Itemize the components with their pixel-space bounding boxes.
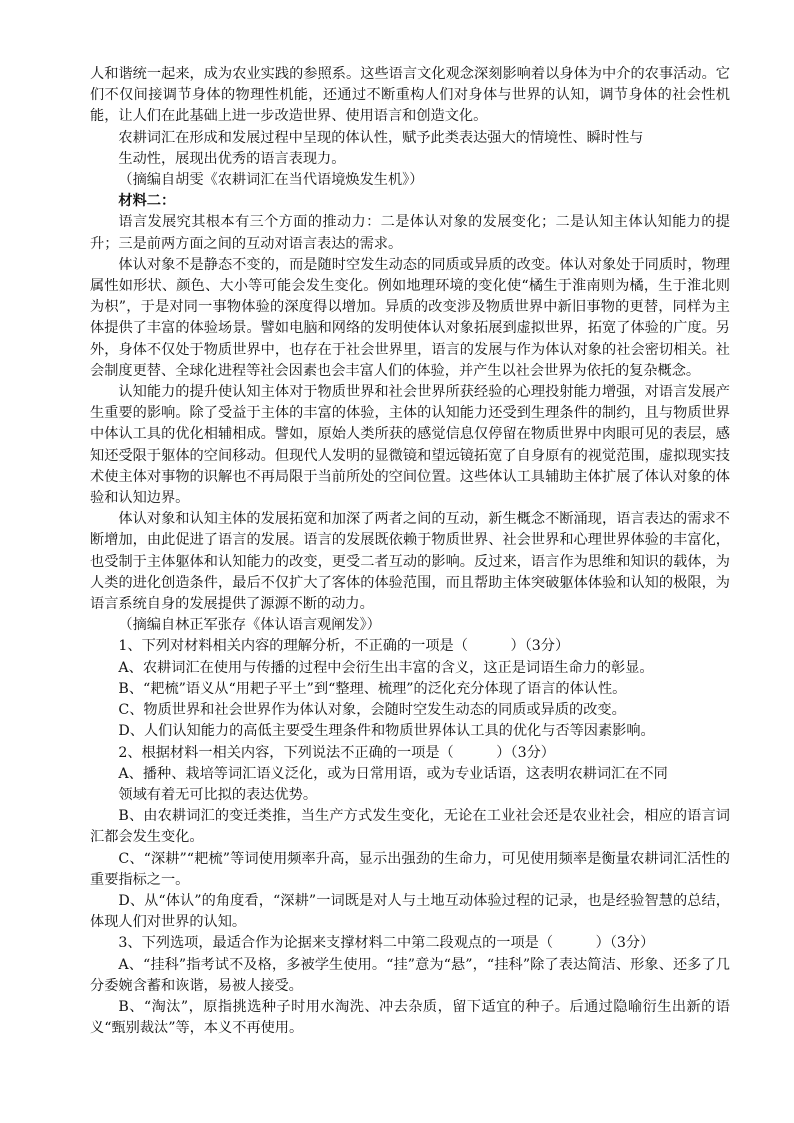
question-3: 3、下列选项，最适合作为论据来支撑材料二中第二段观点的一项是（ ）（3分） (118, 935, 655, 952)
q2-option-a-line2: 领域有着无可比拟的表达优势。 (118, 786, 318, 803)
q1-option-d: D、人们认知能力的高低主要受生理条件和物质世界体认工具的优化与否等因素影响。 (118, 723, 655, 740)
material2-heading: 材料二： (118, 193, 176, 210)
q2-option-a-line1: A、播种、栽培等词汇语义泛化，或为日常用语，或为专业话语，这表明农耕词汇在不同 (118, 765, 668, 782)
q2-option-d: D、从“体认”的角度看，“深耕”一词既是对人与土地互动体验过程的记录，也是经验智慧的总结，体现人们对世界的认知。 (90, 892, 730, 931)
q2-option-c: C、“深耕”“耙梳”等词使用频率升高，显示出强劲的生命力，可见使用频率是衡量农耕词汇活性的重要指标之一。 (90, 850, 730, 888)
q1-option-b: B、“耙梳”语义从“用耙子平土”到“整理、梳理”的泛化充分体现了语言的体认性。 (118, 680, 627, 697)
q1-option-c: C、物质世界和社会世界作为体认对象，会随时空发生动态的同质或异质的改变。 (118, 702, 626, 719)
paragraph-cognitive-ability: 认知能力的提升使认知主体对于物质世界和社会世界所获经验的心理投射能力增强，对语言发展产生重要的影响。除了受益于主体的丰富的体验，主体的认知能力还受到生理条件的制约，且与物质世界中体认工具的优化相辅相成。譬如，原始人类所获的感觉信息仅停留在物质世界中肉眼可见的表层，感知还受限于躯体的空间移动。但现代人发明的显微镜和望远镜拓宽了自身原有的视觉范围，虚拟现实技术使主体对事物的识解也不再局限于当前所处的空间位置。这些体认工具辅助主体扩展了体认对象的体验和认知边界。 (90, 384, 730, 507)
document-page (90, 64, 730, 1039)
paragraph-embodiment-line2: 生动性，展现出优秀的语言表现力。 (118, 150, 346, 167)
paragraph-embodiment-line1: 农耕词汇在形成和发展过程中呈现的体认性，赋予此类表达强大的情境性、瞬时性与 (118, 129, 644, 146)
paragraph-object-change: 体认对象不是静态不变的，而是随时空发生动态的同质或异质的改变。体认对象处于同质时，物理属性如形状、颜色、大小等可能会发生变化。例如地理环境的变化使“橘生于淮南则为橘，生于淮北则为枳”，于是对同一事物体验的深度得以增加。异质的改变涉及物质世界中新旧事物的更替，同样为主体提供了丰富的体验场景。譬如电脑和网络的发明使体认对象拓展到虚拟世界，拓宽了体验的广度。另外，身体不仅处于物质世界中，也存在于社会世界里，语言的发展与作为体认对象的社会密切相关。社会制度更替、全球化进程等社会因素也会丰富人们的体验，并产生以社会世界为依托的复杂概念。 (90, 256, 730, 379)
question-1: 1、下列对材料相关内容的理解分析，不正确的一项是（ ）（3分） (118, 638, 570, 655)
source-citation-2: （摘编自林正军张存《体认语言观阐发》） (118, 617, 381, 634)
q2-option-b: B、由农耕词汇的变迁类推，当生产方式发生变化，无论在工业社会还是农业社会，相应的语言词汇都会发生变化。 (90, 808, 730, 846)
q1-option-a: A、农耕词汇在使用与传播的过程中会衍生出丰富的含义，这正是词语生命力的彰显。 (118, 659, 654, 676)
paragraph-three-drivers: 语言发展究其根本有三个方面的推动力：二是体认对象的发展变化；二是认知主体认知能力的提升；三是前两方面之间的互动对语言表达的需求。 (90, 214, 730, 252)
paragraph-interaction: 体认对象和认知主体的发展拓宽和加深了两者之间的互动，新生概念不断涌现，语言表达的需求不断增加，由此促进了语言的发展。语言的发展既依赖于物质世界、社会世界和心理世界体验的丰富化，也受制于主体躯体和认知能力的改变，更受二者互动的影响。反过来，语言作为思维和知识的载体，为人类的进化创造条件，最后不仅扩大了客体的体验范围，而且帮助主体突破躯体体验和认知的极限，为语言系统自身的发展提供了源源不断的动力。 (90, 511, 730, 613)
source-citation-1: （摘编自胡雯《农耕词汇在当代语境焕发生机》） (118, 172, 424, 189)
question-2: 2、根据材料一相关内容，下列说法不正确的一项是（ ）（3分） (118, 744, 555, 761)
q3-option-b: B、“淘汰”，原指挑选种子时用水淘洗、冲去杂质，留下适宜的种子。后通过隐喻衍生出新的语义“甄别裁汰”等，本义不再使用。 (90, 998, 730, 1037)
paragraph-material1-end: 人和谐统一起来，成为农业实践的参照系。这些语言文化观念深刻影响着以身体为中介的农事活动。它们不仅间接调节身体的物理性机能，还通过不断重构人们对身体与世界的认知，调节身体的社会性机能，让人们在此基础上进一步改造世界、使用语言和创造文化。 (90, 66, 730, 125)
q3-option-a: A、“挂科”指考试不及格，多被学生使用。“挂”意为“悬”，“挂科”除了表达简洁、形象、还多了几分委婉含蓄和诙谐，易被人接受。 (90, 956, 730, 994)
